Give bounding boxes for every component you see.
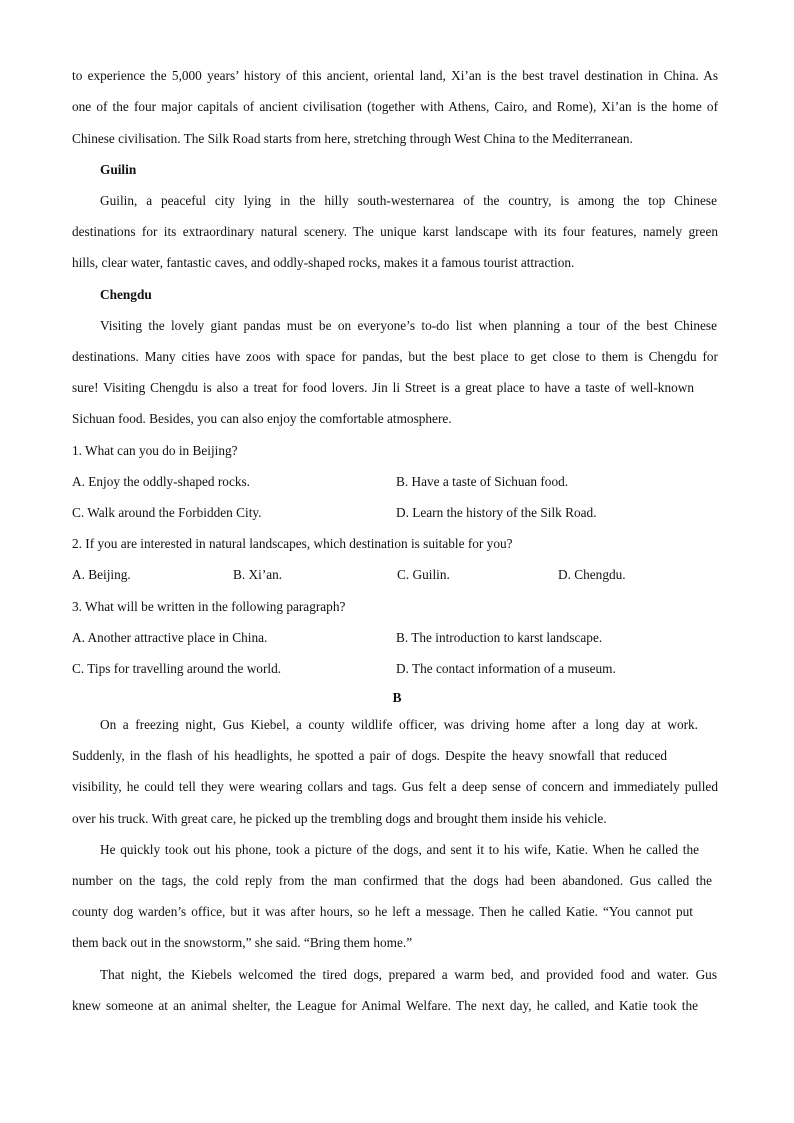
beijing-para-line-3: Chinese civilisation. The Silk Road starts from here, stretching through West China to the Mediterranean. [72,131,633,146]
guilin-para-line-1: Guilin, a peaceful city lying in the hilly south-westernarea of the country, is among the top Chinese [100,193,717,208]
question-2-option-b[interactable]: B. Xi’an. [233,567,283,582]
passage-b-para2-line-4: them back out in the snowstorm,” she said. “Bring them home.” [72,935,413,950]
question-1-option-b[interactable]: B. Have a taste of Sichuan food. [396,474,569,489]
chengdu-heading: Chengdu [100,287,152,302]
question-3-option-d[interactable]: D. The contact information of a museum. [396,661,616,676]
passage-b-para3-line-1: That night, the Kiebels welcomed the tired dogs, prepared a warm bed, and provided food and water. Gus [100,967,717,982]
passage-b-para2-line-1: He quickly took out his phone, took a picture of the dogs, and sent it to his wife, Katie. When he called the [100,842,699,857]
beijing-para-line-2: one of the four major capitals of ancient civilisation (together with Athens, Cairo, and Rome), Xi’an is the home of [72,99,718,114]
guilin-heading: Guilin [100,162,137,177]
chengdu-para-line-4: Sichuan food. Besides, you can also enjoy the comfortable atmosphere. [72,411,452,426]
question-2-option-c[interactable]: C. Guilin. [397,567,450,582]
question-3-stem: 3. What will be written in the following paragraph? [72,599,346,614]
question-2-option-a[interactable]: A. Beijing. [72,567,131,582]
question-3-option-b[interactable]: B. The introduction to karst landscape. [396,630,603,645]
question-1-option-d[interactable]: D. Learn the history of the Silk Road. [396,505,597,520]
question-2-option-d[interactable]: D. Chengdu. [558,567,626,582]
question-1-stem: 1. What can you do in Beijing? [72,443,238,458]
passage-b-para2-line-2: number on the tags, the cold reply from the man confirmed that the dogs had been abandoned. Gus called the [72,873,712,888]
passage-b-para1-line-3: visibility, he could tell they were wearing collars and tags. Gus felt a deep sense of concern and immediately pulled [72,779,718,794]
question-1-option-a[interactable]: A. Enjoy the oddly-shaped rocks. [72,474,250,489]
question-3-option-c[interactable]: C. Tips for travelling around the world. [72,661,282,676]
question-2-stem: 2. If you are interested in natural landscapes, which destination is suitable for you? [72,536,513,551]
passage-b-para1-line-1: On a freezing night, Gus Kiebel, a county wildlife officer, was driving home after a long day at work. [100,717,698,732]
passage-b-label: B [392,690,402,705]
beijing-para-line-1: to experience the 5,000 years’ history of this ancient, oriental land, Xi’an is the best travel destination in China. As [72,68,718,83]
question-1-option-c[interactable]: C. Walk around the Forbidden City. [72,505,262,520]
guilin-para-line-3: hills, clear water, fantastic caves, and oddly-shaped rocks, makes it a famous tourist attraction. [72,255,575,270]
passage-b-para1-line-2: Suddenly, in the flash of his headlights, he spotted a pair of dogs. Despite the heavy snowfall that reduced [72,748,667,763]
chengdu-para-line-2: destinations. Many cities have zoos with space for pandas, but the best place to get close to them is Chengdu for [72,349,718,364]
question-3-option-a[interactable]: A. Another attractive place in China. [72,630,268,645]
chengdu-para-line-1: Visiting the lovely giant pandas must be on everyone’s to-do list when planning a tour of the best Chinese [100,318,717,333]
passage-b-para3-line-2: knew someone at an animal shelter, the League for Animal Welfare. The next day, he called, and Katie took the [72,998,698,1013]
chengdu-para-line-3: sure! Visiting Chengdu is also a treat for food lovers. Jin li Street is a great place to have a taste of well-known [72,380,694,395]
passage-b-para1-line-4: over his truck. With great care, he picked up the trembling dogs and brought them inside his vehicle. [72,811,607,826]
guilin-para-line-2: destinations for its extraordinary natural scenery. The unique karst landscape with its four features, namely green [72,224,718,239]
passage-b-para2-line-3: county dog warden’s office, but it was after hours, so he left a message. Then he called Katie. “You cannot put [72,904,693,919]
